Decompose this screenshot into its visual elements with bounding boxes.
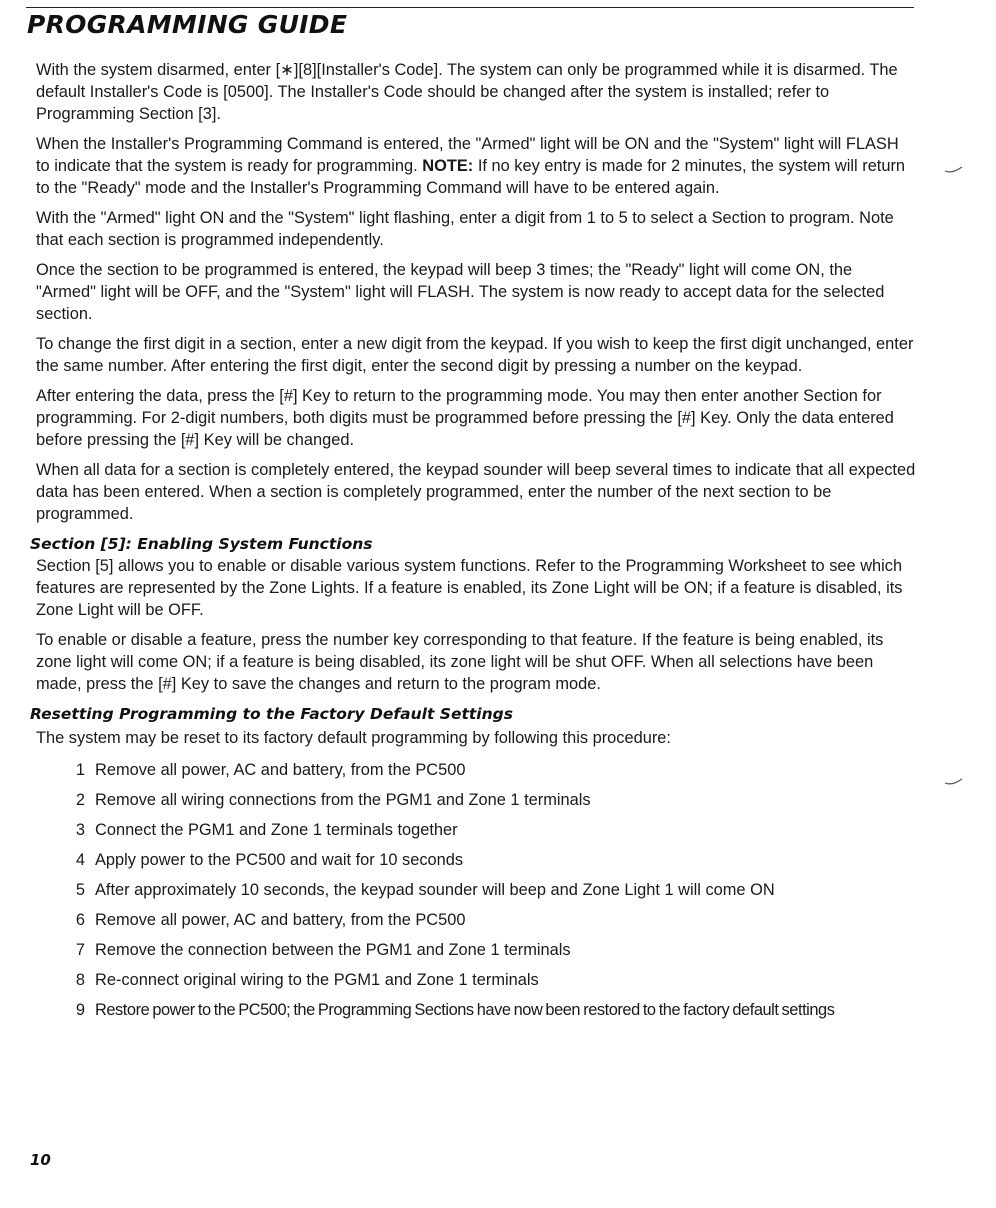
- step-number: 6: [75, 911, 85, 929]
- step-text: Remove all power, AC and battery, from the PC500: [95, 911, 466, 929]
- step-number: 5: [75, 881, 85, 899]
- step-text: Restore power to the PC500; the Programming Sections have now been restored to the factory default settings: [95, 1001, 835, 1019]
- step-number: 2: [75, 791, 85, 809]
- step-text: Re-connect original wiring to the PGM1 and Zone 1 terminals: [95, 971, 539, 989]
- reset-step: [36, 999, 916, 1029]
- page-number: 10: [30, 1151, 51, 1169]
- intro-paragraph-4: Once the section to be programmed is entered, the keypad will beep 3 times; the "Ready" light will come ON, the "Armed" light will be OFF, and the "System" light will FLASH. The system is now ready to accept data for the selected section.: [36, 261, 885, 323]
- page-title: PROGRAMMING GUIDE: [27, 10, 348, 39]
- reset-step: [36, 759, 916, 789]
- step-text: Remove all power, AC and battery, from the PC500: [95, 761, 466, 779]
- step-number: 8: [75, 971, 85, 989]
- intro-paragraph-5: To change the first digit in a section, enter a new digit from the keypad. If you wish to keep the first digit unchanged, enter the same number. After entering the first digit, enter the second digit by pressing a number on the keypad.: [36, 335, 914, 375]
- reset-steps-list: [36, 759, 916, 1029]
- step-number: 9: [75, 1001, 85, 1019]
- reset-step: [36, 879, 916, 909]
- note-label: NOTE:: [422, 157, 474, 175]
- reset-step: [36, 969, 916, 999]
- margin-mark-icon: [944, 165, 964, 175]
- intro-paragraph-7: When all data for a section is completely entered, the keypad sounder will beep several times to indicate that all expected data has been entered. When a section is completely programmed, enter the number of the next section to be programmed.: [36, 461, 916, 523]
- note-text-after: If no key entry is made for 2 minutes, the system will return to the "Ready" mode and the Installer's Programming Command will have to be entered again.: [36, 157, 906, 197]
- intro-paragraph-6: After entering the data, press the [#] Key to return to the programming mode. You may then enter another Section for programming. For 2-digit numbers, both digits must be programmed before pressing the [#] Key. Only the data entered before pressing the [#] Key will be changed.: [36, 387, 894, 449]
- step-text: Apply power to the PC500 and wait for 10 seconds: [95, 851, 464, 869]
- reset-step: [36, 849, 916, 879]
- intro-paragraph-2: [36, 133, 916, 199]
- intro-paragraph-1: With the system disarmed, enter [∗][8][Installer's Code]. The system can only be programmed while it is disarmed. The default Installer's Code is [0500]. The Installer's Code should be changed after the system is installed; refer to Programming Section [3].: [36, 61, 898, 123]
- page-content: [30, 59, 916, 1029]
- section5-paragraph-2: To enable or disable a feature, press the number key corresponding to that feature. If the feature is being enabled, its zone light will come ON; if a feature is being disabled, its zone light will be shut OFF. When all selections have been made, press the [#] Key to save the changes and return to the program mode.: [36, 631, 884, 693]
- reset-heading: Resetting Programming to the Factory Default Settings: [30, 705, 513, 723]
- intro-paragraph-3: With the "Armed" light ON and the "System" light flashing, enter a digit from 1 to 5 to select a Section to program. Note that each section is programmed independently.: [36, 209, 894, 249]
- reset-step: [36, 939, 916, 969]
- note-text-before: When the Installer's Programming Command is entered, the "Armed" light will be ON and the "System" light will FLASH to indicate that the system is ready for programming.: [36, 135, 899, 175]
- reset-step: [36, 789, 916, 819]
- step-text: Remove the connection between the PGM1 and Zone 1 terminals: [95, 941, 571, 959]
- step-text: Connect the PGM1 and Zone 1 terminals together: [95, 821, 458, 839]
- reset-step: [36, 909, 916, 939]
- step-number: 7: [75, 941, 85, 959]
- step-number: 3: [75, 821, 85, 839]
- step-number: 1: [75, 761, 85, 779]
- step-text: After approximately 10 seconds, the keypad sounder will beep and Zone Light 1 will come ON: [95, 881, 775, 899]
- section5-paragraph-1: Section [5] allows you to enable or disable various system functions. Refer to the Programming Worksheet to see which features are represented by the Zone Lights. If a feature is enabled, its Zone Light will be ON; if a feature is disabled, its Zone Light will be OFF.: [36, 557, 903, 619]
- reset-intro: The system may be reset to its factory default programming by following this procedure:: [36, 729, 671, 747]
- section5-heading: Section [5]: Enabling System Functions: [30, 535, 373, 553]
- step-number: 4: [75, 851, 85, 869]
- margin-mark-icon: [944, 777, 964, 787]
- step-text: Remove all wiring connections from the PGM1 and Zone 1 terminals: [95, 791, 591, 809]
- reset-step: [36, 819, 916, 849]
- top-rule: [26, 7, 914, 8]
